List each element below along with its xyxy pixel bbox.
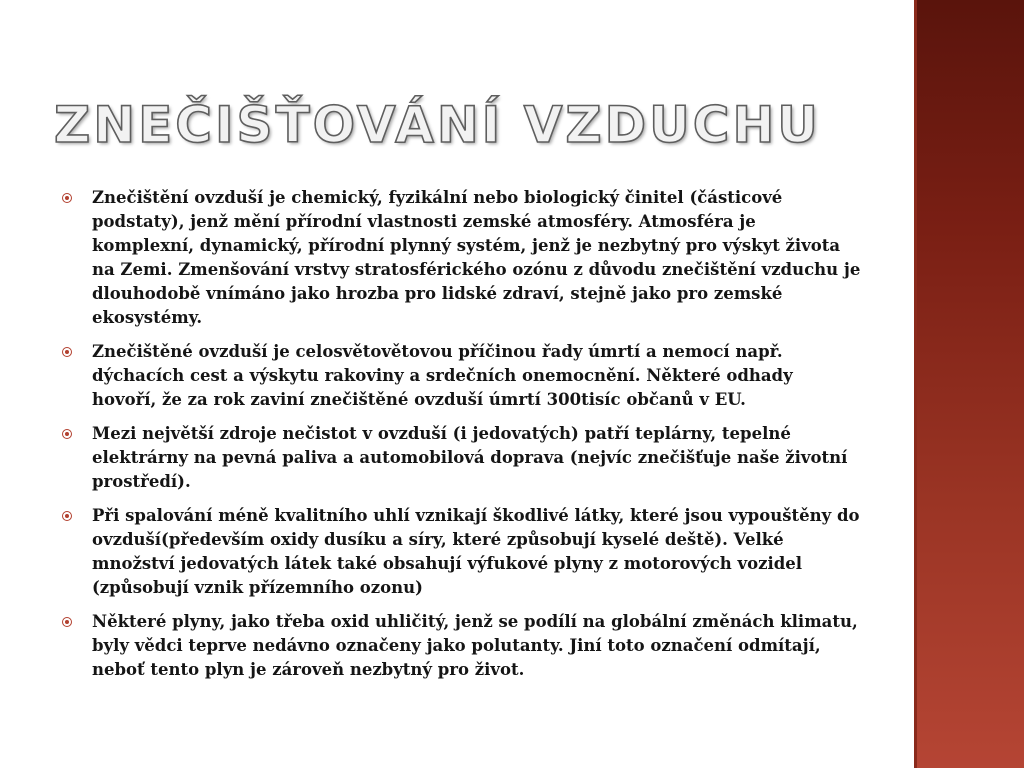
- bullet-text: Některé plyny, jako třeba oxid uhličitý, jenž se podílí na globální změnách klimatu, byly vědci teprve nedávno označeny jako polutanty. Jiní toto označení odmítají, neboť tento plyn je zároveň nezbytný pro život.: [92, 612, 858, 679]
- bullet-item: [62, 610, 862, 682]
- bullet-text: Znečištění ovzduší je chemický, fyzikální nebo biologický činitel (částicové podstaty), jenž mění přírodní vlastnosti zemské atmosféry. Atmosféra je komplexní, dynamický, přírodní plynný systém, jenž je nezbytný pro výskyt života na Zemi. Zmenšování vrstvy stratosférického ozónu z důvodu znečištění vzduchu je dlouhodobě vnímáno jako hrozba pro lidské zdraví, stejně jako pro zemské ekosystémy.: [92, 188, 861, 327]
- slide-title: ZNEČIŠŤOVÁNÍ VZDUCHU: [54, 96, 821, 154]
- circle-bullet-icon: [62, 617, 72, 627]
- circle-bullet-icon: [62, 511, 72, 521]
- bullet-item: [62, 186, 862, 330]
- bullet-item: [62, 504, 862, 600]
- decorative-side-bar: [912, 0, 1024, 768]
- bullet-text: Mezi největší zdroje nečistot v ovzduší (i jedovatých) patří teplárny, tepelné elektrárny na pevná paliva a automobilová doprava (nejvíc znečišťuje naše životní prostředí).: [92, 424, 848, 491]
- circle-bullet-icon: [62, 193, 72, 203]
- bullet-item: [62, 340, 862, 412]
- bullet-item: [62, 422, 862, 494]
- bullet-text: Znečištěné ovzduší je celosvětovětovou příčinou řady úmrtí a nemocí např. dýchacích cest a výskytu rakoviny a srdečních onemocnění. Některé odhady hovoří, že za rok zaviní znečištěné ovzduší úmrtí 300tisíc občanů v EU.: [92, 342, 793, 409]
- bullet-list: [62, 186, 862, 692]
- circle-bullet-icon: [62, 347, 72, 357]
- circle-bullet-icon: [62, 429, 72, 439]
- bullet-text: Při spalování méně kvalitního uhlí vznikají škodlivé látky, které jsou vypouštěny do ovzduší(především oxidy dusíku a síry, které způsobují kyselé deště). Velké množství jedovatých látek také obsahují výfukové plyny z motorových vozidel (způsobují vznik přízemního ozonu): [92, 506, 860, 597]
